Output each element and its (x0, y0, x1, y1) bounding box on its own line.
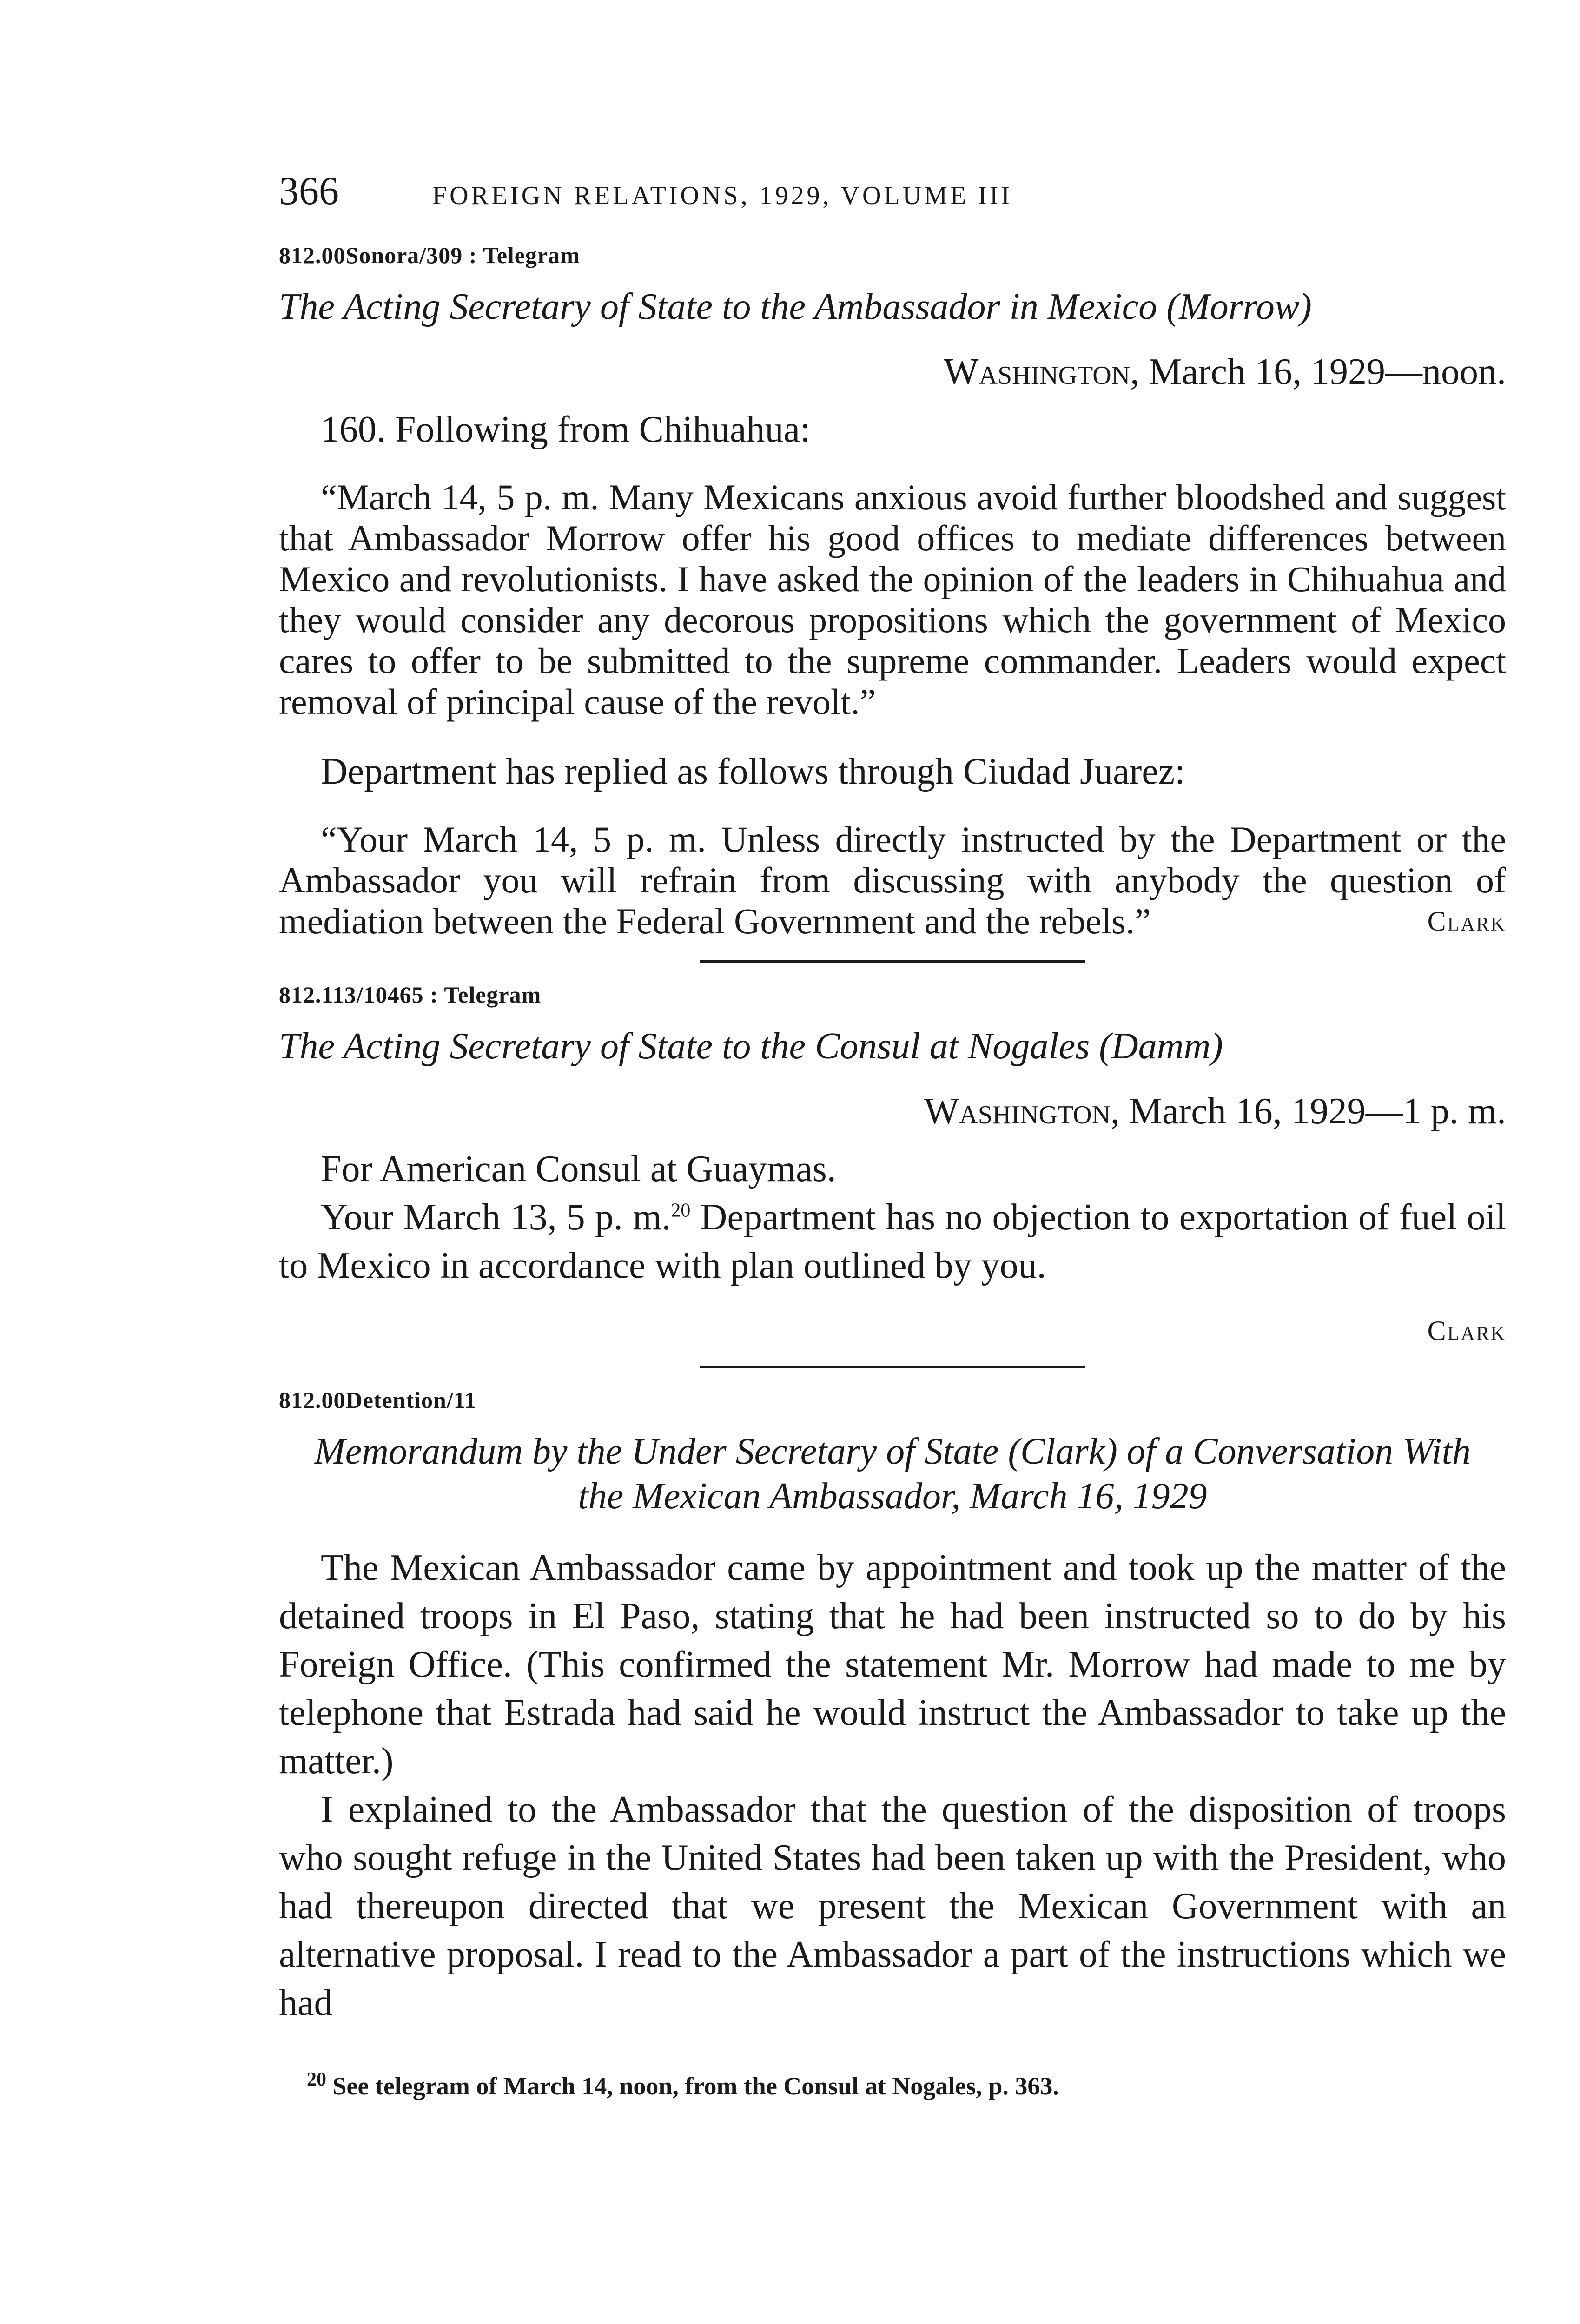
page-number: 366 (279, 168, 339, 213)
file-reference: 812.113/10465 : Telegram (279, 982, 542, 1008)
document-title: The Acting Secretary of State to the Consul at Nogales (Damm) (279, 1026, 1223, 1067)
document-title: Memorandum by the Under Secretary of State (Clark) of a Conversation With the Mexican Ambassador, March 16, 1929 (314, 1431, 1471, 1517)
paragraph: I explained to the Ambassador that the question of the disposition of troops who sought refuge in the United States had been taken up with the President, who had thereupon directed that we present the Mexican Government with an alternative proposal. I read to the Ambassador a part of the instructions which we had (279, 1789, 1506, 2023)
document-title: The Acting Secretary of State to the Ambassador in Mexico (Morrow) (279, 286, 1312, 327)
dateline-date: , March 16, 1929—noon. (1130, 351, 1506, 392)
file-reference: 812.00Detention/11 (279, 1387, 476, 1413)
document-page (279, 167, 1506, 2100)
paragraph: 160. Following from Chihuahua: (321, 409, 811, 450)
document-section-1 (279, 242, 1506, 963)
running-head: FOREIGN RELATIONS, 1929, VOLUME III (432, 181, 1013, 210)
footnote-number: 20 (307, 2069, 326, 2090)
file-reference: 812.00Sonora/309 : Telegram (279, 242, 580, 268)
dateline-place: Washington (944, 351, 1130, 392)
document-section-2 (279, 981, 1506, 1368)
dateline (279, 1089, 1506, 1134)
paragraph (279, 1193, 1506, 1290)
dateline (279, 350, 1506, 394)
quoted-telegram: “March 14, 5 p. m. Many Mexicans anxious avoid further bloodshed and suggest that Ambassador Morrow offer his good offices to mediate differences between Mexico and revolutionists. I have asked the opinion of the leaders in Chihuahua and they would consider any decorous propositions which the government of Mexico cares to offer to be submitted to the supreme commander. Leaders would expect removal of principal cause of the revolt.” (279, 477, 1506, 722)
signature: Clark (1427, 906, 1506, 937)
footnote (279, 2069, 1506, 2100)
dateline-place: Washington (924, 1091, 1111, 1132)
paragraph: Department has replied as follows through Ciudad Juarez: (321, 751, 1185, 792)
quoted-reply-text: “Your March 14, 5 p. m. Unless directly instructed by the Department or the Ambassador you will refrain from discussing with anybody the question of mediation between the Federal Government and the rebels.” (279, 819, 1506, 941)
footnote-marker: 20 (671, 1200, 691, 1221)
section-divider (700, 1366, 1085, 1368)
paragraph: For American Consul at Guaymas. (321, 1149, 836, 1189)
dateline-date: , March 16, 1929—1 p. m. (1110, 1091, 1506, 1132)
section-divider (700, 960, 1085, 963)
document-section-3 (279, 1386, 1506, 2027)
signature: Clark (1427, 1315, 1506, 1346)
quoted-reply (279, 819, 1506, 942)
paragraph-rest: Department has no objection to exportation of fuel oil to Mexico in accordance with plan outlined by you. (279, 1197, 1507, 1286)
footnote-text: See telegram of March 14, noon, from the Consul at Nogales, p. 363. (326, 2072, 1059, 2100)
paragraph: The Mexican Ambassador came by appointment and took up the matter of the detained troops in El Paso, stating that he had been instructed so to do by his Foreign Office. (This confirmed the statement Mr. Morrow had made to me by telephone that Estrada had said he would instruct the Ambassador to take up the matter.) (279, 1547, 1506, 1782)
paragraph-start: Your March 13, 5 p. m. (321, 1197, 671, 1238)
page-header (279, 167, 1506, 223)
